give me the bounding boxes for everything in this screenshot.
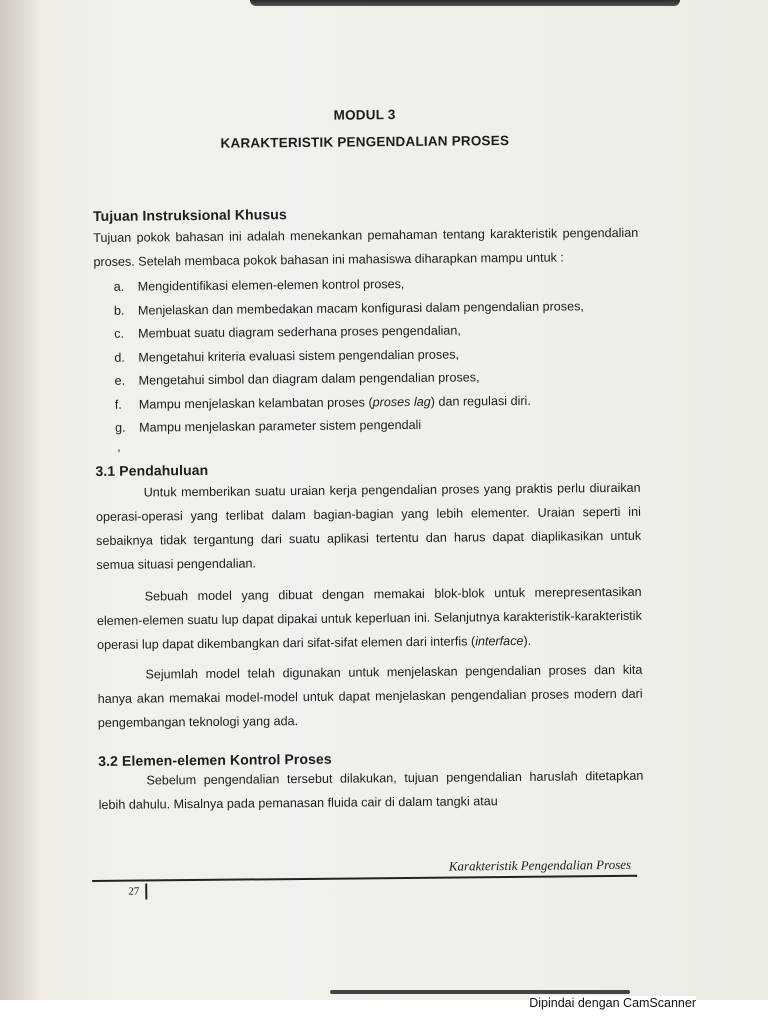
- scanner-watermark: Dipindai dengan CamScanner: [529, 996, 696, 1010]
- list-text: Mampu menjelaskan kelambatan proses (: [138, 394, 373, 412]
- stray-mark: ,: [117, 439, 121, 454]
- italic-term: interface: [475, 633, 524, 648]
- list-text: Membuat suatu diagram sederhana proses pengendalian,: [138, 323, 461, 341]
- page-footer: [92, 856, 637, 898]
- list-letter: d.: [114, 350, 125, 365]
- section-3-1-heading: 3.1 Pendahuluan: [95, 461, 209, 479]
- list-letter: b.: [113, 303, 125, 318]
- section-3-2-heading: 3.2 Elemen-elemen Kontrol Proses: [98, 750, 332, 769]
- paragraph: Sejumlah model telah digunakan untuk menjelaskan pengendalian proses dan kita hanya akan memakai model-model untuk dapat menjelaskan pengendalian proses modern dari pengembangan teknologi yang ada.: [97, 662, 643, 730]
- page-edge-shadow: [250, 0, 680, 6]
- paragraph: Sebelum pengendalian tersebut dilakukan, tujuan pengendalian haruslah ditetapkan lebih dahulu. Misalnya pada pemanasan fluida cair di dalam tangki atau: [98, 768, 644, 812]
- paragraph: Sebuah model yang dibuat dengan memakai blok-blok untuk merepresentasikan elemen-elemen suatu lup dapat dipakai untuk keperluan ini. Selanjutnya karakteristik-karakteristik operasi lup dapat dikembangkan dari sifat-sifat elemen dari interfis (interface).: [96, 584, 642, 652]
- list-letter: a.: [113, 279, 125, 294]
- page-number: 27: [128, 883, 147, 899]
- list-text: Mengidentifikasi elemen-elemen kontrol proses,: [137, 277, 405, 294]
- page-edge-shadow: [330, 990, 630, 994]
- binding-shadow: [0, 0, 40, 1000]
- list-letter: c.: [114, 326, 125, 341]
- paragraph: Untuk memberikan suatu uraian kerja pengendalian proses yang praktis perlu diuraikan operasi-operasi yang terlibat dalam bagian-bagian yang lebih elementer. Uraian seperti ini sebaiknya tidak tergantung dari suatu aplikasi tertentu dan harus dapat diaplikasikan untuk semua situasi pengendalian.: [95, 480, 642, 572]
- objectives-intro: Tujuan pokok bahasan ini adalah menekankan pemahaman tentang karakteristik pengendalian proses. Setelah membaca pokok bahasan ini mahasiswa diharapkan mampu untuk :: [93, 225, 639, 269]
- list-text: ) dan regulasi diri.: [430, 393, 531, 409]
- list-letter: f.: [114, 397, 122, 412]
- list-text: Mampu menjelaskan parameter sistem pengendali: [138, 417, 422, 435]
- list-letter: g.: [114, 420, 126, 435]
- list-text: Mengetahui kriteria evaluasi sistem pengendalian proses,: [138, 346, 460, 365]
- objectives-list: [94, 271, 641, 441]
- paragraph-text: Sebuah model yang dibuat dengan memakai blok-blok untuk merepresentasikan elemen-elemen suatu lup dapat dipakai untuk keperluan ini. Selanjutnya karakteristik-karakteristik operasi lup dapat dikembangkan dari sifat-sifat elemen dari interfis: [96, 584, 642, 652]
- running-title: Karakteristik Pengendalian Proses: [448, 856, 632, 874]
- list-letter: e.: [114, 373, 126, 388]
- module-label: MODUL 3: [333, 107, 396, 123]
- italic-term: proses lag: [372, 394, 431, 409]
- list-text: Mengetahui simbol dan diagram dalam pengendalian proses,: [138, 370, 480, 388]
- list-text: Menjelaskan dan membedakan macam konfigurasi dalam pengendalian proses,: [137, 298, 584, 318]
- objectives-heading: Tujuan Instruksional Khusus: [92, 206, 287, 224]
- module-title: KARAKTERISTIK PENGENDALIAN PROSES: [220, 132, 510, 151]
- page-content: [92, 105, 644, 817]
